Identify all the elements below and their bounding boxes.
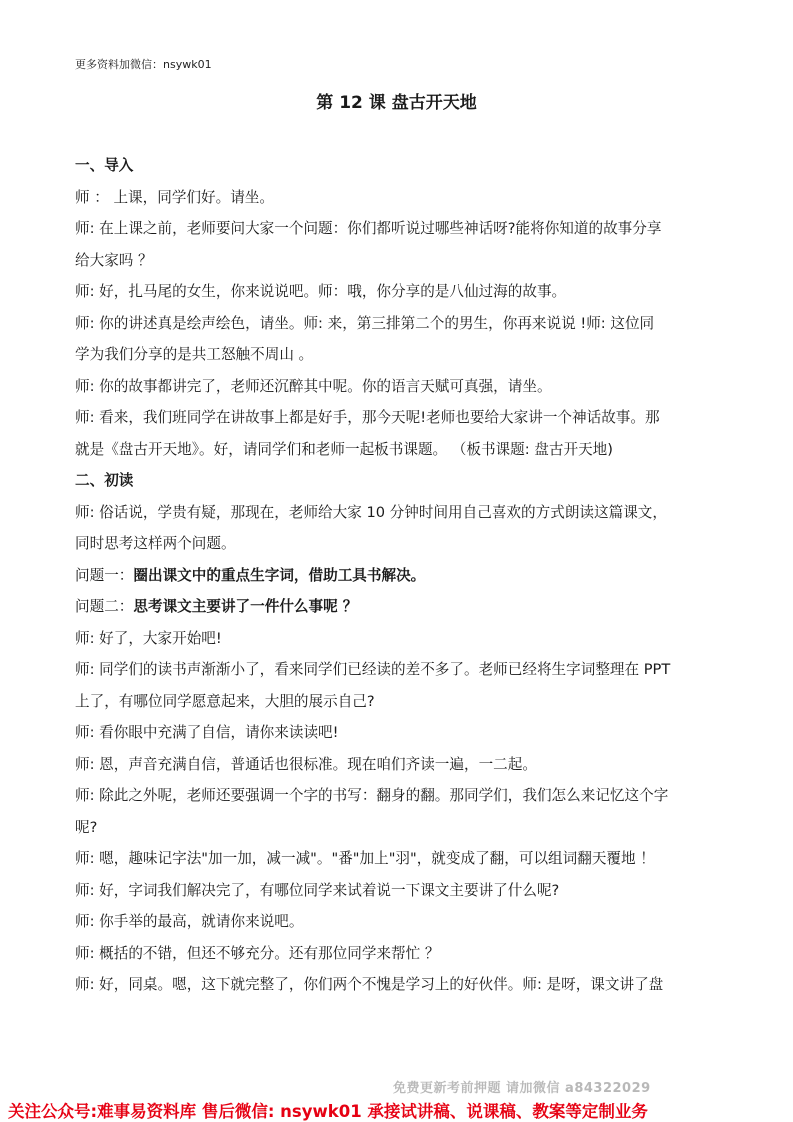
section-heading: 一、导入 bbox=[75, 157, 134, 174]
paragraph-line: 师: 看你眼中充满了自信，请你来读读吧! bbox=[75, 724, 339, 741]
paragraph-line: 师: 好，同桌。嗯，这下就完整了，你们两个不愧是学习上的好伙伴。师: 是呀，课文讲了盘 bbox=[75, 976, 664, 993]
question-text: 思考课文主要讲了一件什么事呢 ？ bbox=[133, 598, 358, 615]
question-label: 问题一： bbox=[75, 566, 134, 584]
document-body bbox=[75, 150, 725, 1001]
question-line bbox=[75, 591, 725, 623]
paragraph-line: 师: 好，扎马尾的女生，你来说说吧。师：哦，你分享的是八仙过海的故事。 bbox=[75, 283, 567, 300]
question-text: 圈出课文中的重点生字词，借助工具书解决。 bbox=[133, 566, 426, 584]
paragraph-line: 师 ： 上课，同学们好。请坐。 bbox=[75, 188, 274, 206]
section-heading: 二、初读 bbox=[75, 472, 134, 489]
paragraph-line: 呢? bbox=[75, 818, 98, 836]
paragraph-line: 师: 你的故事都讲完了，老师还沉醉其中呢。你的语言天赋可真强，请坐。 bbox=[75, 377, 552, 395]
paragraph-line: 师: 在上课之前，老师要问大家一个问题：你们都听说过哪些神话呀?能将你知道的故事分享 bbox=[75, 220, 662, 237]
paragraph-line: 同时思考这样两个问题。 bbox=[75, 535, 236, 552]
footer-banner: 关注公众号:难事易资料库 售后微信: nsywk01 承接试讲稿、说课稿、教案等定制业务 bbox=[8, 1102, 648, 1121]
paragraph-line: 师: 你手举的最高，就请你来说吧。 bbox=[75, 913, 304, 930]
paragraph-line: 师: 好，字词我们解决完了，有哪位同学来试着说一下课文主要讲了什么呢? bbox=[75, 881, 560, 899]
footer-watermark: 免费更新考前押题 请加微信 a84322029 bbox=[393, 1081, 651, 1096]
paragraph-line: 师: 嗯，趣味记字法"加一加，减一减"。"番"加上"羽"，就变成了翻，可以组词翻天覆地 ！ bbox=[75, 850, 655, 867]
paragraph-line: 就是《盘古开天地》。好，请同学们和老师一起板书课题。 （板书课题: 盘古开天地) bbox=[75, 440, 613, 458]
page-title: 第 12 课 盘古开天地 bbox=[316, 93, 477, 113]
paragraph-line: 师: 除此之外呢，老师还要强调一个字的书写：翻身的翻。那同学们，我们怎么来记忆这个字 bbox=[75, 787, 669, 804]
paragraph-line: 给大家吗 ？ bbox=[75, 251, 153, 269]
paragraph-line: 师: 你的讲述真是绘声绘色，请坐。师: 来，第三排第二个的男生，你再来说说 !师: 这位同 bbox=[75, 314, 655, 332]
paragraph-line: 师: 同学们的读书声渐渐小了，看来同学们已经读的差不多了。老师已经将生字词整理在 PPT bbox=[75, 661, 671, 678]
paragraph-line: 师: 好了，大家开始吧! bbox=[75, 629, 222, 647]
paragraph-line: 师: 看来，我们班同学在讲故事上都是好手，那今天呢!老师也要给大家讲一个神话故事。那 bbox=[75, 409, 660, 426]
question-label: 问题二： bbox=[75, 598, 134, 615]
question-line bbox=[75, 560, 725, 592]
paragraph-line: 师: 恩，声音充满自信，普通话也很标准。现在咱们齐读一遍，一二起。 bbox=[75, 755, 537, 773]
paragraph-line: 师: 概括的不错，但还不够充分。还有那位同学来帮忙 ？ bbox=[75, 944, 440, 962]
paragraph-line: 学为我们分享的是共工怒触不周山 。 bbox=[75, 346, 314, 363]
paragraph-line: 上了，有哪位同学愿意起来，大胆的展示自己? bbox=[75, 692, 375, 710]
header-note: 更多资料加微信：nsywk01 bbox=[75, 58, 212, 71]
paragraph-line: 师: 俗话说，学贵有疑，那现在，老师给大家 10 分钟时间用自己喜欢的方式朗读这篇课文， bbox=[75, 503, 667, 521]
